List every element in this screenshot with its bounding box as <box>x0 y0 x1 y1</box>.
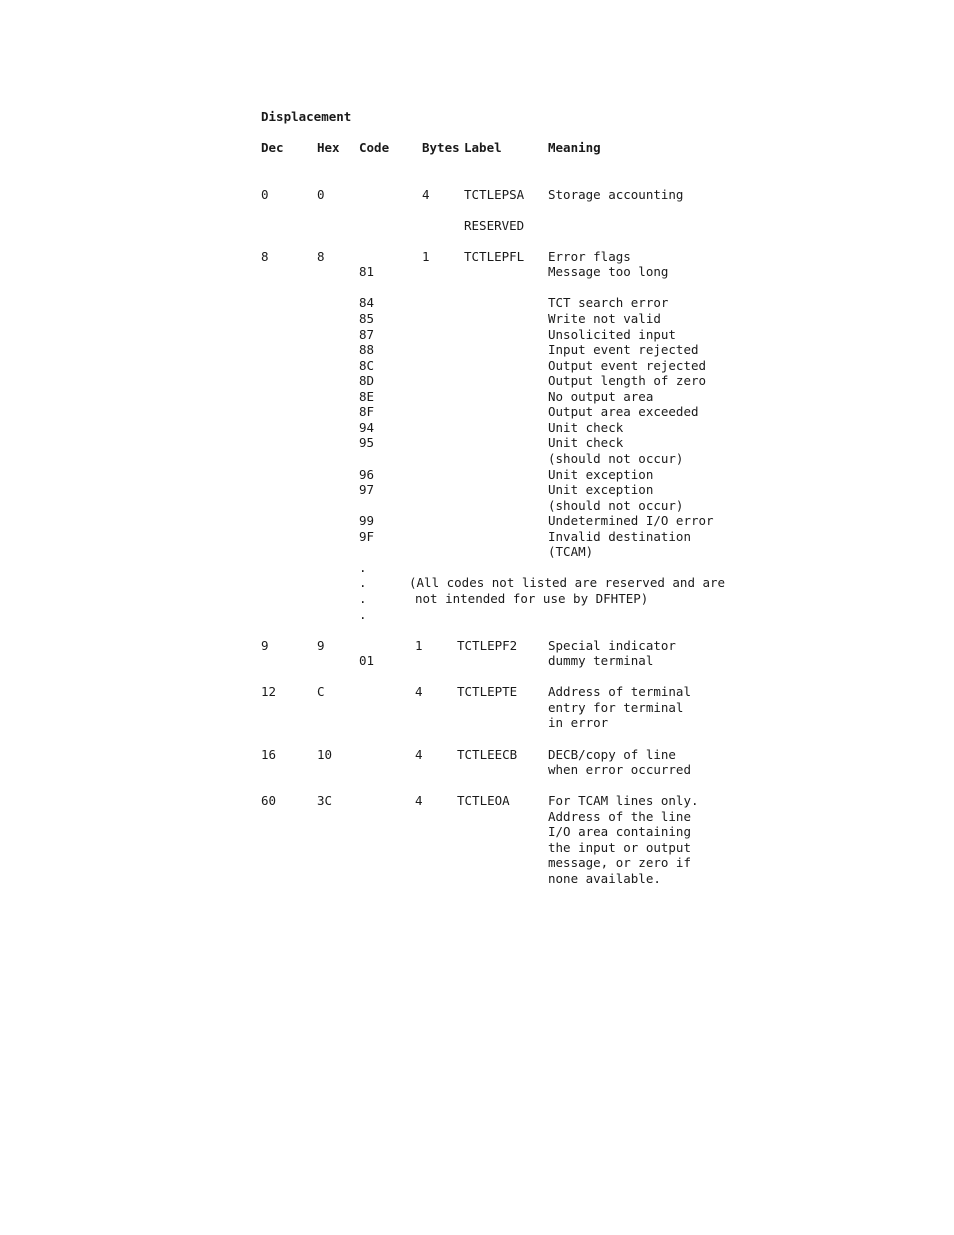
ellipsis-dot: . <box>359 575 367 590</box>
special-code-meaning: dummy terminal <box>548 653 654 668</box>
entry-16-meaning-line: DECB/copy of line <box>548 747 676 762</box>
ellipsis-dot: . <box>359 560 367 575</box>
error-code: 97 <box>359 482 375 497</box>
entry-0-bytes: 4 <box>422 187 430 202</box>
reserved-codes-note-line-2: not intended for use by DFHTEP) <box>415 591 649 606</box>
error-code-meaning: Input event rejected <box>548 342 699 357</box>
error-code: 85 <box>359 311 375 326</box>
entry-8-meaning: Error flags <box>548 249 631 264</box>
error-code-meaning: Output event rejected <box>548 358 707 373</box>
entry-8-label: TCTLEPFL <box>464 249 525 264</box>
error-code-meaning: Undetermined I/O error <box>548 513 714 528</box>
ellipsis-dot: . <box>359 591 367 606</box>
entry-0-hex: 0 <box>317 187 325 202</box>
error-code: 84 <box>359 295 375 310</box>
entry-12-meaning-line: entry for terminal <box>548 700 684 715</box>
error-code: 8F <box>359 404 375 419</box>
error-code-meaning: Output area exceeded <box>548 404 699 419</box>
entry-8-bytes: 1 <box>422 249 430 264</box>
error-code-meaning-continued: (should not occur) <box>548 451 684 466</box>
entry-12-meaning-line: in error <box>548 715 609 730</box>
error-code-meaning: No output area <box>548 389 654 404</box>
entry-0-dec: 0 <box>261 187 269 202</box>
entry-12-dec: 12 <box>261 684 277 699</box>
entry-9-label: TCTLEPF2 <box>457 638 518 653</box>
reserved-label: RESERVED <box>464 218 525 233</box>
error-code: 9F <box>359 529 375 544</box>
entry-60-dec: 60 <box>261 793 277 808</box>
error-code-meaning: Unit check <box>548 420 624 435</box>
entry-9-dec: 9 <box>261 638 269 653</box>
entry-9-meaning: Special indicator <box>548 638 676 653</box>
entry-0-label: TCTLEPSA <box>464 187 525 202</box>
column-header-meaning: Meaning <box>548 140 601 155</box>
error-code: 94 <box>359 420 375 435</box>
error-code: 8C <box>359 358 375 373</box>
column-header-dec: Dec <box>261 140 284 155</box>
entry-12-bytes: 4 <box>415 684 423 699</box>
column-header-hex: Hex <box>317 140 340 155</box>
reserved-codes-note-line-1: (All codes not listed are reserved and are <box>409 575 726 590</box>
entry-16-dec: 16 <box>261 747 277 762</box>
entry-12-meaning-line: Address of terminal <box>548 684 691 699</box>
entry-60-label: TCTLEOA <box>457 793 510 808</box>
error-code-meaning: Unit exception <box>548 482 654 497</box>
error-code-meaning-continued: (should not occur) <box>548 498 684 513</box>
entry-16-meaning-line: when error occurred <box>548 762 691 777</box>
entry-12-label: TCTLEPTE <box>457 684 518 699</box>
error-code: 8D <box>359 373 375 388</box>
entry-9-bytes: 1 <box>415 638 423 653</box>
error-code: 8E <box>359 389 375 404</box>
error-code: 87 <box>359 327 375 342</box>
error-code-meaning: Unsolicited input <box>548 327 676 342</box>
error-code: 95 <box>359 435 375 450</box>
entry-16-label: TCTLEECB <box>457 747 518 762</box>
error-code-meaning: Unit exception <box>548 467 654 482</box>
entry-60-meaning-line: I/O area containing <box>548 824 691 839</box>
error-code: 88 <box>359 342 375 357</box>
error-code-meaning: TCT search error <box>548 295 669 310</box>
entry-60-meaning-line: none available. <box>548 871 661 886</box>
ellipsis-dot: . <box>359 607 367 622</box>
column-header-bytes: Bytes <box>422 140 460 155</box>
entry-16-bytes: 4 <box>415 747 423 762</box>
error-code: 96 <box>359 467 375 482</box>
column-header-code: Code <box>359 140 390 155</box>
error-code: 99 <box>359 513 375 528</box>
error-code-meaning: Unit check <box>548 435 624 450</box>
entry-12-hex: C <box>317 684 325 699</box>
entry-60-meaning-line: the input or output <box>548 840 691 855</box>
entry-60-hex: 3C <box>317 793 333 808</box>
entry-60-meaning-line: message, or zero if <box>548 855 691 870</box>
displacement-heading: Displacement <box>261 109 352 124</box>
error-code: 81 <box>359 264 375 279</box>
entry-8-hex: 8 <box>317 249 325 264</box>
error-code-meaning: Message too long <box>548 264 669 279</box>
special-code: 01 <box>359 653 375 668</box>
error-code-meaning: Write not valid <box>548 311 661 326</box>
error-code-meaning-continued: (TCAM) <box>548 544 594 559</box>
entry-60-meaning-line: Address of the line <box>548 809 691 824</box>
entry-16-hex: 10 <box>317 747 333 762</box>
entry-60-meaning-line: For TCAM lines only. <box>548 793 699 808</box>
entry-60-bytes: 4 <box>415 793 423 808</box>
entry-9-hex: 9 <box>317 638 325 653</box>
entry-0-meaning: Storage accounting <box>548 187 684 202</box>
error-code-meaning: Output length of zero <box>548 373 707 388</box>
error-code-meaning: Invalid destination <box>548 529 691 544</box>
column-header-label: Label <box>464 140 502 155</box>
entry-8-dec: 8 <box>261 249 269 264</box>
